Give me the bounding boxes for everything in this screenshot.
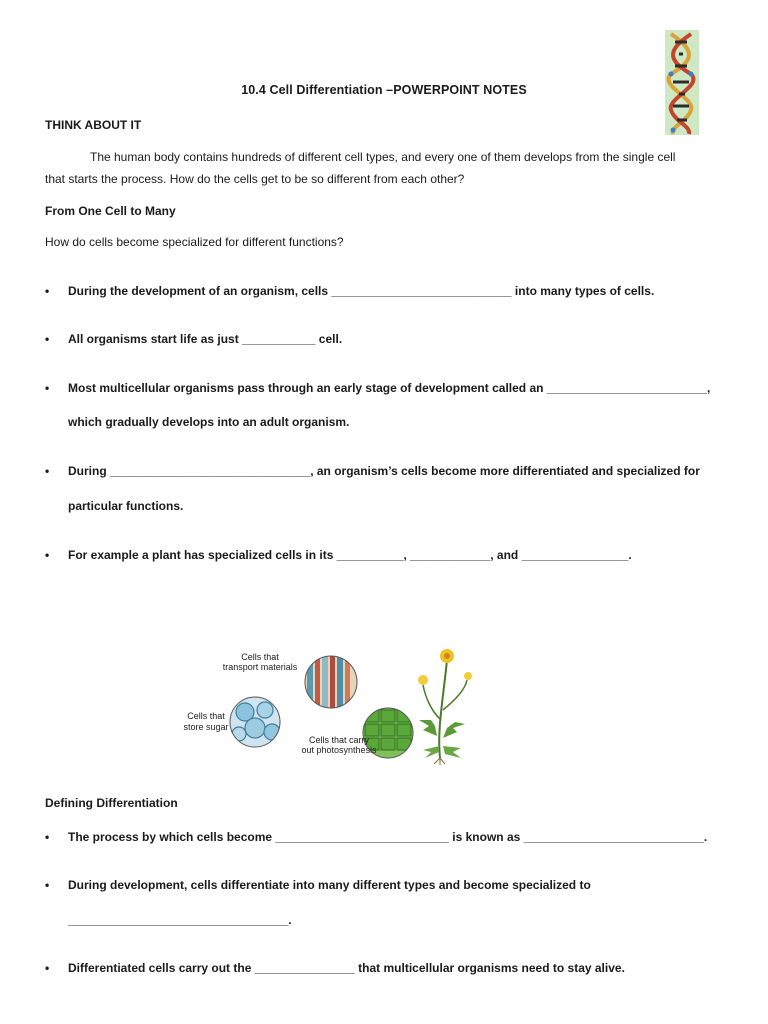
defining-differentiation-heading: Defining Differentiation bbox=[45, 796, 178, 810]
bullet-dot: • bbox=[45, 381, 50, 395]
section1-question: How do cells become specialized for different functions? bbox=[45, 235, 344, 249]
bullet-dot: • bbox=[45, 284, 50, 298]
bullet-continuation: _________________________________. bbox=[68, 913, 292, 927]
page-title: 10.4 Cell Differentiation –POWERPOINT NOTES bbox=[241, 83, 527, 97]
bullet-text: All organisms start life as just ___________ cell. bbox=[68, 332, 343, 346]
bullet-text: During development, cells differentiate into many different types and become specialized to bbox=[68, 878, 591, 892]
bullet-dot: • bbox=[45, 548, 50, 562]
label-photo-line1: Cells that carry bbox=[308, 735, 370, 745]
think-about-it-heading: THINK ABOUT IT bbox=[45, 118, 142, 132]
label-transport-line2: transport materials bbox=[222, 662, 298, 672]
label-sugar-line2: store sugar bbox=[183, 722, 229, 732]
intro-paragraph bbox=[45, 146, 725, 190]
bullet-text: Most multicellular organisms pass through an early stage of development called an ________________________, bbox=[68, 381, 711, 395]
bullet-text: For example a plant has specialized cells in its __________, ____________, and ________________. bbox=[68, 548, 632, 562]
bullet-text: During ______________________________, an organism’s cells become more differentiated and specialized for bbox=[68, 464, 700, 478]
label-transport-line1: Cells that bbox=[241, 652, 279, 662]
bullet-dot: • bbox=[45, 830, 50, 844]
bullet-continuation: particular functions. bbox=[68, 499, 184, 513]
bullet-text: During the development of an organism, cells ___________________________ into many types of cells. bbox=[68, 284, 655, 298]
bullet-text: The process by which cells become __________________________ is known as ___________________________. bbox=[68, 830, 708, 844]
bullet-dot: • bbox=[45, 464, 50, 478]
intro-line-2: that starts the process. How do the cells get to be so different from each other? bbox=[45, 172, 465, 186]
from-one-cell-heading: From One Cell to Many bbox=[45, 204, 176, 218]
bullet-dot: • bbox=[45, 961, 50, 975]
sugar-cells-circle bbox=[229, 696, 281, 748]
label-sugar-line1: Cells that bbox=[187, 711, 225, 721]
bullet-dot: • bbox=[45, 332, 50, 346]
bullet-dot: • bbox=[45, 878, 50, 892]
intro-line-1: The human body contains hundreds of different cell types, and every one of them develops from the single cell bbox=[90, 150, 676, 164]
bullet-continuation: which gradually develops into an adult organism. bbox=[68, 415, 350, 429]
bullet-text: Differentiated cells carry out the _______________ that multicellular organisms need to stay alive. bbox=[68, 961, 625, 975]
plant-drawing bbox=[418, 649, 472, 765]
plant-cells-figure bbox=[175, 640, 495, 765]
label-photo-line2: out photosynthesis bbox=[301, 745, 377, 755]
